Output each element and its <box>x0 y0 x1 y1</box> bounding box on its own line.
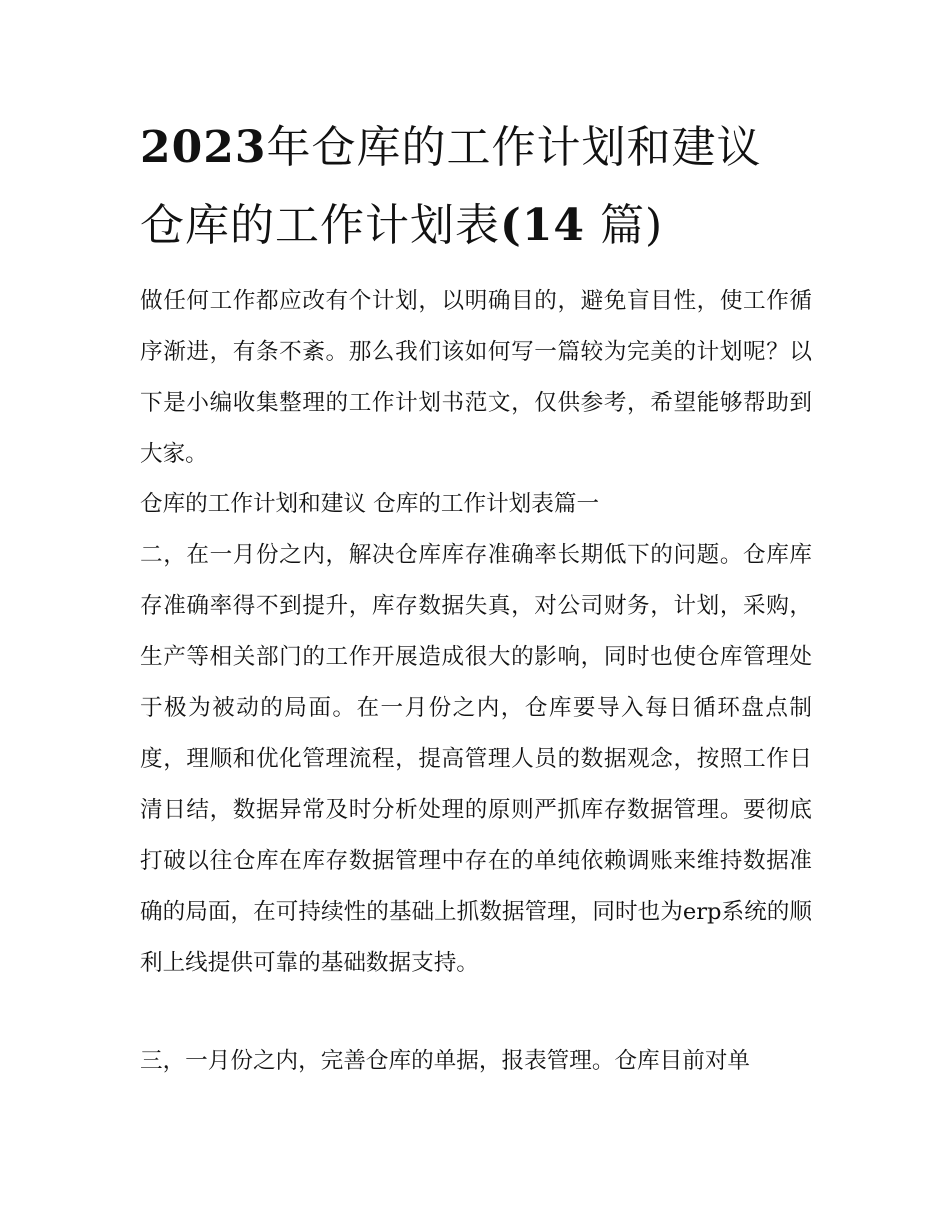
section-heading: 仓库的工作计划和建议 仓库的工作计划表篇一 <box>140 491 600 517</box>
body-paragraph-3: 三，一月份之内，完善仓库的单据，报表管理。仓库目前对单 <box>140 1048 751 1074</box>
title-line-1 <box>140 118 761 178</box>
title-line-2-text: 仓库的工作计划表 <box>140 200 500 251</box>
intro-paragraph: 做任何工作都应改有个计划，以明确目的，避免盲目性，使工作循序渐进，有条不紊。那么我们该如何写一篇较为完美的计划呢？以下是小编收集整理的工作计划书范文，仅供参考，希望能够帮助到大家。 <box>140 288 812 467</box>
title-line-2-tail: 篇) <box>600 200 664 251</box>
body-paragraph-2: 二，在一月份之内，解决仓库库存准确率长期低下的问题。仓库库存准确率得不到提升，库存数据失真，对公司财务，计划，采购，生产等相关部门的工作开展造成很大的影响，同时也使仓库管理处于极为被动的局面。在一月份之内，仓库要导入每日循环盘点制度，理顺和优化管理流程，提高管理人员的数据观念，按照工作日清日结，数据异常及时分析处理的原则严抓库存数据管理。要彻底打破以往仓库在库存数据管理中存在的单纯依赖调账来维持数据准确的局面，在可持续性的基础上抓数据管理，同时也为erp系统的顺利上线提供可靠的基础数据支持。 <box>140 542 812 976</box>
title-count: (14 <box>500 200 586 251</box>
title-line-1-text: 年仓库的工作计划和建议 <box>266 122 762 173</box>
title-line-2 <box>140 196 663 256</box>
title-year: 2023 <box>140 122 267 173</box>
